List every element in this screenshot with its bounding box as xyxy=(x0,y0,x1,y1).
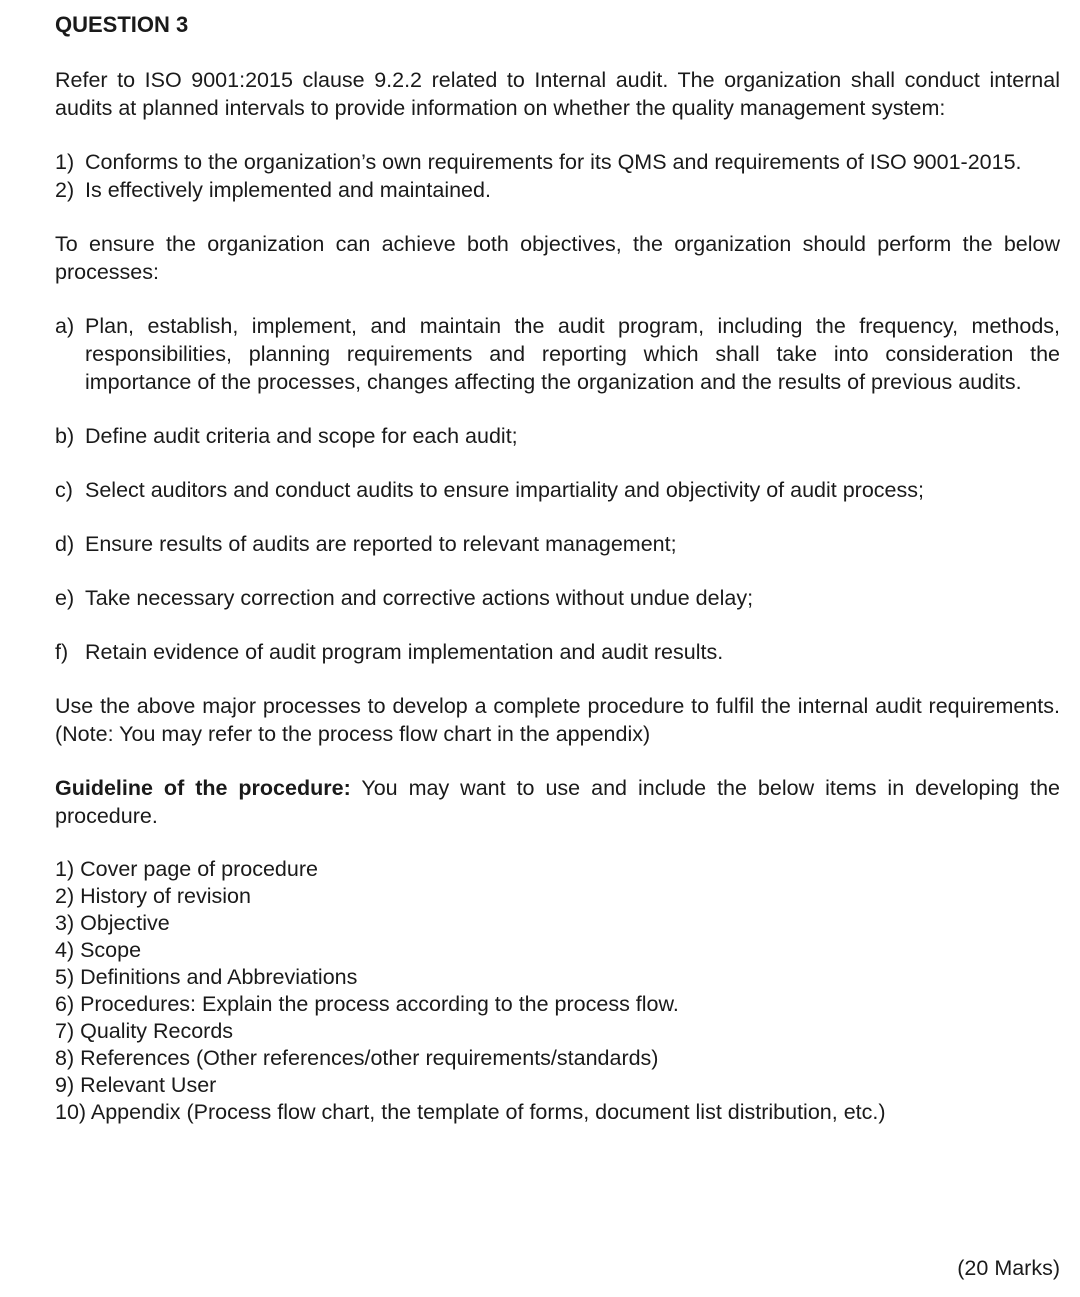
question-document xyxy=(55,10,1060,1126)
guideline-item: 6) Procedures: Explain the process according to the process flow. xyxy=(55,992,679,1016)
process-marker: a) xyxy=(55,314,75,338)
process-text: Take necessary correction and corrective actions without undue delay; xyxy=(85,586,754,610)
process-marker: d) xyxy=(55,532,75,556)
objective-item xyxy=(55,176,1060,204)
guideline-item: 8) References (Other references/other requirements/standards) xyxy=(55,1046,659,1070)
question-heading: QUESTION 3 xyxy=(55,12,189,37)
process-marker: f) xyxy=(55,640,69,664)
guideline-item: 1) Cover page of procedure xyxy=(55,857,318,881)
guideline-item: 2) History of revision xyxy=(55,884,251,908)
objective-text: Is effectively implemented and maintained. xyxy=(85,178,491,202)
process-marker: c) xyxy=(55,478,73,502)
ensure-paragraph: To ensure the organization can achieve both objectives, the organization should perform the below processes: xyxy=(55,232,1060,284)
guideline-item: 10) Appendix (Process flow chart, the template of forms, document list distribution, etc.) xyxy=(55,1100,886,1124)
guideline-list xyxy=(55,856,1060,1126)
process-text: Define audit criteria and scope for each audit; xyxy=(85,424,518,448)
guideline-item: 7) Quality Records xyxy=(55,1019,234,1043)
objectives-list xyxy=(55,148,1060,204)
guideline-item: 3) Objective xyxy=(55,911,170,935)
guideline-label: Guideline of the procedure: xyxy=(55,776,351,800)
guideline-item: 4) Scope xyxy=(55,938,142,962)
objective-marker: 2) xyxy=(55,178,75,202)
objective-item xyxy=(55,148,1060,176)
process-item xyxy=(55,476,1060,504)
process-item xyxy=(55,638,1060,666)
use-paragraph: Use the above major processes to develop a complete procedure to fulfil the internal audit requirements. (Note: You may refer to the process flow chart in the appendix) xyxy=(55,694,1060,746)
process-text: Retain evidence of audit program implementation and audit results. xyxy=(85,640,724,664)
guideline-text: You may want to use and include the below items in developing the procedure. xyxy=(55,776,1061,828)
guideline-item: 5) Definitions and Abbreviations xyxy=(55,965,358,989)
process-item xyxy=(55,422,1060,450)
marks-label: (20 Marks) xyxy=(957,1256,1060,1280)
processes-list xyxy=(55,312,1060,666)
intro-paragraph: Refer to ISO 9001:2015 clause 9.2.2 related to Internal audit. The organization shall conduct internal audits at planned intervals to provide information on whether the quality management system: xyxy=(55,68,1060,120)
objective-text: Conforms to the organization’s own requirements for its QMS and requirements of ISO 9001-2015. xyxy=(85,150,1022,174)
process-text: Ensure results of audits are reported to relevant management; xyxy=(85,532,677,556)
process-item xyxy=(55,530,1060,558)
guideline-paragraph xyxy=(55,774,1060,830)
objective-marker: 1) xyxy=(55,150,75,174)
process-marker: b) xyxy=(55,424,75,448)
process-text: Select auditors and conduct audits to ensure impartiality and objectivity of audit process; xyxy=(85,478,924,502)
process-item xyxy=(55,584,1060,612)
process-marker: e) xyxy=(55,586,75,610)
process-text: Plan, establish, implement, and maintain the audit program, including the frequency, methods, responsibilities, planning requirements and reporting which shall take into consideration the importance of the processes, changes affecting the organization and the results of previous audits. xyxy=(85,314,1060,394)
process-item xyxy=(55,312,1060,396)
guideline-item: 9) Relevant User xyxy=(55,1073,217,1097)
